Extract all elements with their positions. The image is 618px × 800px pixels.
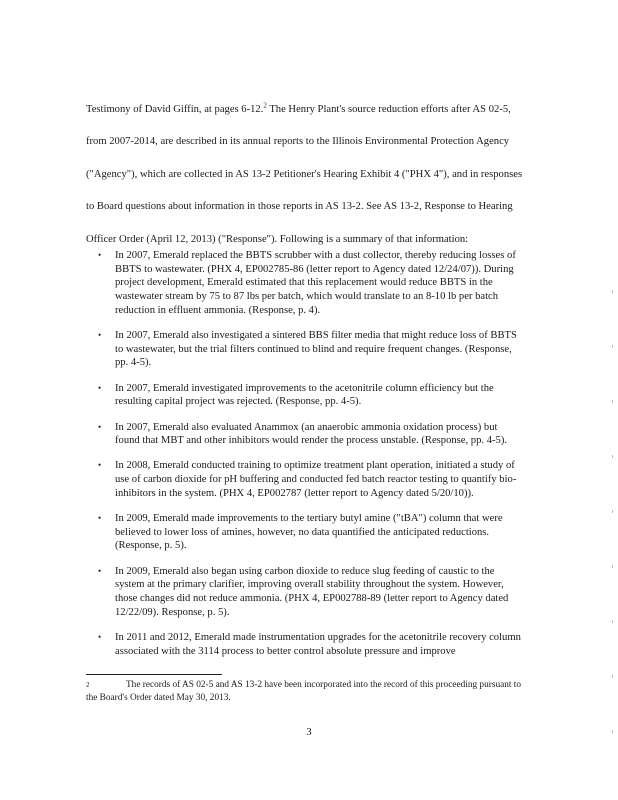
list-item-text: In 2007, Emerald replaced the BBTS scrubber with a dust collector, thereby reducing losses of BBTS to wastewater. (PHX 4, EP002785-86 (letter report to Agency dated 12/24/07)). During project development, Emerald estimated that this replacement would reduce BBTS in the wastewater stream by 75 to 87 lbs per batch, which would translate to an 8-10 lb per batch reduction in effluent ammonia. (Response, p. 4). bbox=[115, 250, 516, 316]
summary-bullet-list bbox=[98, 249, 523, 670]
list-item bbox=[98, 329, 523, 370]
list-item bbox=[98, 249, 523, 318]
intro-paragraph bbox=[86, 94, 526, 256]
bullet-icon: • bbox=[98, 330, 102, 341]
list-item-text: In 2007, Emerald investigated improvements to the acetonitrile column efficiency but the resulting capital project was rejected. (Response, pp. 4-5). bbox=[115, 382, 494, 408]
footnote-ref[interactable]: 2 bbox=[263, 101, 267, 110]
bullet-icon: • bbox=[98, 631, 102, 642]
page-number: 3 bbox=[306, 727, 312, 738]
bullet-icon: • bbox=[98, 460, 102, 471]
footnote-text: The records of AS 02-5 and AS 13-2 have been incorporated into the record of this proceeding pursuant to the Board's Order dated May 30, 2013. bbox=[86, 680, 522, 704]
intro-text-rest: The Henry Plant's source reduction efforts after AS 02-5, from 2007-2014, are described in its annual reports to the Illinois Environmental Protection Agency ("Agency"), which are collected in AS 13-2 Petitioner's Hearing Exhibit 4 ("PHX 4"), and in responses to Board questions about information in those reports in AS 13-2. See AS 13-2, Response to Hearing Officer Order (April 12, 2013) ("Response"). Following is a summary of that information: bbox=[86, 104, 523, 245]
footnote-mark: 2 bbox=[86, 681, 90, 689]
bullet-icon: • bbox=[98, 421, 102, 432]
scan-margin-marks bbox=[612, 250, 614, 770]
bullet-icon: • bbox=[98, 250, 102, 260]
list-item bbox=[98, 565, 523, 620]
list-item-text: In 2007, Emerald also evaluated Anammox (an anaerobic ammonia oxidation process) but found that MBT and other inhibitors would render the process unstable. (Response, pp. 4-5). bbox=[115, 421, 507, 447]
footnote-divider bbox=[86, 674, 222, 675]
bullet-icon: • bbox=[98, 513, 102, 524]
list-item bbox=[98, 512, 523, 553]
list-item-text: In 2009, Emerald also began using carbon dioxide to reduce slug feeding of caustic to the system at the primary clarifier, improving overall stability throughout the system. However, those changes did not reduce ammonia. (PHX 4, EP002788-89 (letter report to Agency dated 12/22/09). Response, p. 5). bbox=[115, 565, 509, 618]
list-item-text: In 2007, Emerald also investigated a sintered BBS filter media that might reduce loss of BBTS to wastewater, but the trial filters continued to blind and require frequent changes. (Response, pp. 4-5). bbox=[115, 330, 517, 369]
bullet-icon: • bbox=[98, 382, 102, 393]
footnote bbox=[86, 679, 534, 706]
list-item bbox=[98, 382, 523, 409]
bullet-icon: • bbox=[98, 565, 102, 576]
list-item bbox=[98, 631, 523, 658]
intro-text: Testimony of David Giffin, at pages 6-12. bbox=[86, 104, 264, 115]
list-item bbox=[98, 459, 523, 500]
list-item-text: In 2009, Emerald made improvements to the tertiary butyl amine ("tBA") column that were believed to lower loss of amines, however, no data quantified the anticipated reductions. (Response, p. 5). bbox=[115, 513, 503, 552]
list-item bbox=[98, 421, 523, 448]
list-item-text: In 2011 and 2012, Emerald made instrumentation upgrades for the acetonitrile recovery column associated with the 3114 process to better control absolute pressure and improve bbox=[115, 631, 521, 657]
list-item-text: In 2008, Emerald conducted training to optimize treatment plant operation, initiated a study of use of carbon dioxide for pH buffering and conducted fed batch reactor testing to quantify bio-inhibitors in the system. (PHX 4, EP002787 (letter report to Agency dated 5/20/10)). bbox=[115, 460, 517, 499]
